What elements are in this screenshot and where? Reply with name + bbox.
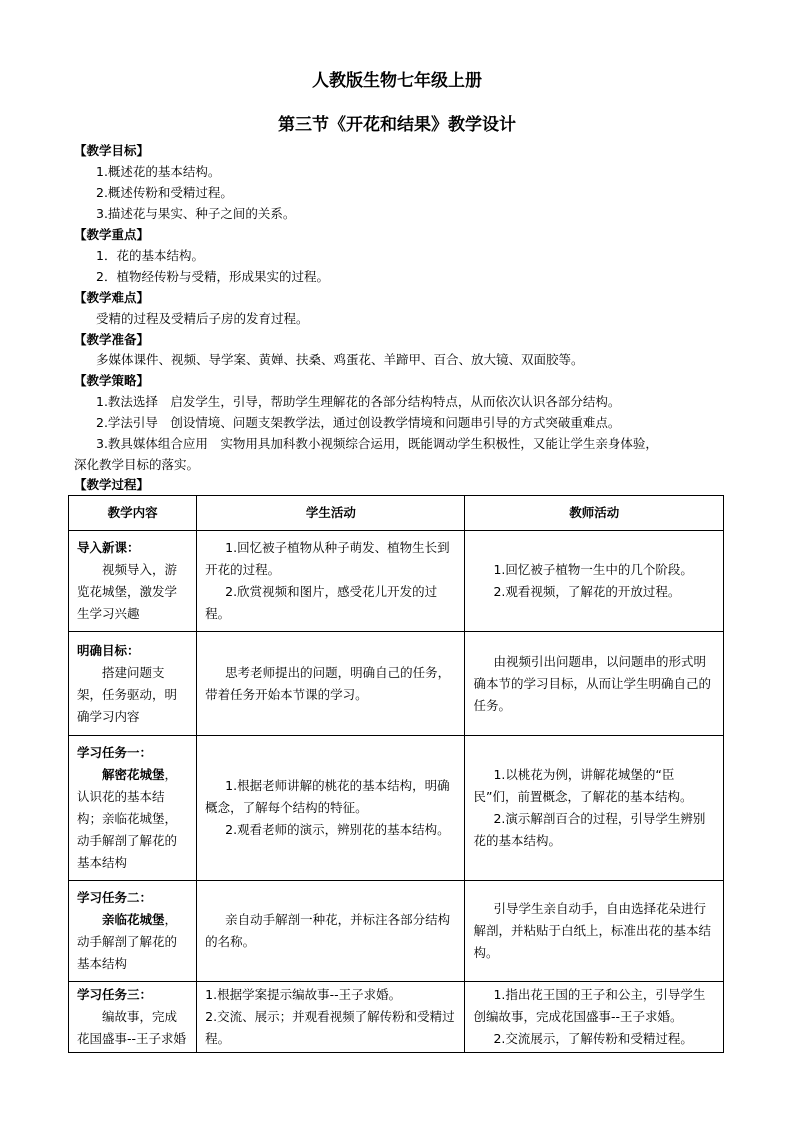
table-row [69, 531, 724, 632]
teacher-activity: 2.观看视频，了解花的开放过程。 [493, 584, 681, 599]
header-content: 教学内容 [69, 496, 197, 531]
teacher-activity: 1.指出花王国的王子和公主，引导学生创编故事，完成花国盛事--王子求婚。 [473, 987, 706, 1024]
content-cell [69, 982, 197, 1053]
table-header-row [69, 496, 724, 531]
content-cell [69, 531, 197, 632]
student-cell [197, 632, 465, 736]
teacher-cell [465, 881, 724, 982]
student-activity: 2.观看老师的演示，辨别花的基本结构。 [225, 822, 450, 837]
teacher-activity: 2.演示解剖百合的过程，引导学生辨别花的基本结构。 [473, 811, 706, 848]
table-row [69, 632, 724, 736]
student-activity: 思考老师提出的问题，明确自己的任务，带着任务开始本节课的学习。 [205, 664, 451, 702]
student-activity: 亲自动手解剖一种花，并标注各部分结构的名称。 [205, 912, 451, 949]
strategy-item-continued: 深化教学目标的落实。 [74, 457, 200, 472]
objective-item: 2.概述传粉和受精过程。 [96, 185, 233, 200]
strategy-item: 2.学法引导 创设情境、问题支架教学法，通过创设教学情境和问题串引导的方式突破重难点。 [96, 415, 621, 430]
table-row [69, 881, 724, 982]
teacher-activity: 引导学生亲自动手，自由选择花朵进行解剖，并粘贴于白纸上，标准出花的基本结构。 [473, 901, 711, 960]
content-cell [69, 881, 197, 982]
teacher-cell [465, 632, 724, 736]
content-cell [69, 632, 197, 736]
content-text: ，动手解剖了解花的基本结构 [77, 912, 178, 971]
keypoint-item: 1．花的基本结构。 [96, 248, 204, 263]
strategy-item: 3.教具媒体组合应用 实物用具加科教小视频综合运用，既能调动学生积极性，又能让学生亲身体验， [96, 436, 658, 451]
process-table [68, 495, 724, 1053]
content-cell [69, 736, 197, 881]
content-text: 编故事，完成花国盛事--王子求婚 [77, 1009, 187, 1046]
teacher-activity: 2.交流展示，了解传粉和受精过程。 [493, 1031, 693, 1046]
teacher-cell [465, 982, 724, 1053]
student-activity: 1.根据学案提示编故事--王子求婚。 [205, 987, 402, 1002]
preparation-item: 多媒体课件、视频、导学案、黄婵、扶桑、鸡蛋花、羊蹄甲、百合、放大镜、双面胶等。 [96, 352, 584, 367]
student-cell [197, 881, 465, 982]
teacher-activity: 1.回忆被子植物一生中的几个阶段。 [493, 562, 693, 577]
teacher-cell [465, 531, 724, 632]
header-student: 学生活动 [197, 496, 465, 531]
content-title: 学习任务三： [77, 987, 153, 1002]
content-title: 导入新课： [77, 540, 140, 555]
objectives-heading: 【教学目标】 [74, 143, 150, 158]
content-title: 学习任务一： [77, 745, 153, 760]
header-teacher: 教师活动 [465, 496, 724, 531]
student-activity: 2.交流、展示；并观看视频了解传粉和受精过程。 [205, 1009, 455, 1046]
objective-item: 3.描述花与果实、种子之间的关系。 [96, 206, 296, 221]
difficulty-item: 受精的过程及受精后子房的发育过程。 [96, 311, 309, 326]
keypoints-heading: 【教学重点】 [74, 227, 150, 242]
content-bold: 解密花城堡 [102, 767, 165, 782]
content-text: 视频导入，游览花城堡，激发学生学习兴趣 [77, 562, 178, 621]
student-activity: 1.根据老师讲解的桃花的基本结构，明确概念，了解每个结构的特征。 [205, 778, 450, 815]
keypoint-item: 2．植物经传粉与受精，形成果实的过程。 [96, 269, 329, 284]
student-cell [197, 531, 465, 632]
content-text: 搭建问题支架，任务驱动，明确学习内容 [77, 664, 178, 724]
table-row [69, 736, 724, 881]
document-subtitle: 第三节《开花和结果》教学设计 [278, 115, 516, 135]
process-heading: 【教学过程】 [74, 477, 150, 492]
student-activity: 2.欣赏视频和图片，感受花儿开发的过程。 [205, 584, 438, 621]
student-activity: 1.回忆被子植物从种子萌发、植物生长到开花的过程。 [205, 540, 450, 577]
teacher-activity: 由视频引出问题串，以问题串的形式明确本节的学习目标，从而让学生明确自己的任务。 [473, 653, 711, 713]
student-cell [197, 982, 465, 1053]
content-title: 明确目标： [77, 642, 140, 658]
strategy-heading: 【教学策略】 [74, 373, 150, 388]
difficulty-heading: 【教学难点】 [74, 290, 150, 305]
table-row [69, 982, 724, 1053]
document-title: 人教版生物七年级上册 [312, 71, 482, 91]
objective-item: 1.概述花的基本结构。 [96, 164, 221, 179]
teacher-cell [465, 736, 724, 881]
content-bold: 亲临花城堡 [102, 912, 165, 927]
preparation-heading: 【教学准备】 [74, 332, 150, 347]
content-title: 学习任务二： [77, 890, 153, 905]
student-cell [197, 736, 465, 881]
teacher-activity: 1.以桃花为例，讲解花城堡的“臣民”们，前置概念，了解花的基本结构。 [473, 767, 693, 804]
content-text: ，认识花的基本结构；亲临花城堡，动手解剖了解花的基本结构 [77, 767, 178, 870]
strategy-item: 1.教法选择 启发学生，引导，帮助学生理解花的各部分结构特点，从而依次认识各部分结构。 [96, 394, 621, 409]
